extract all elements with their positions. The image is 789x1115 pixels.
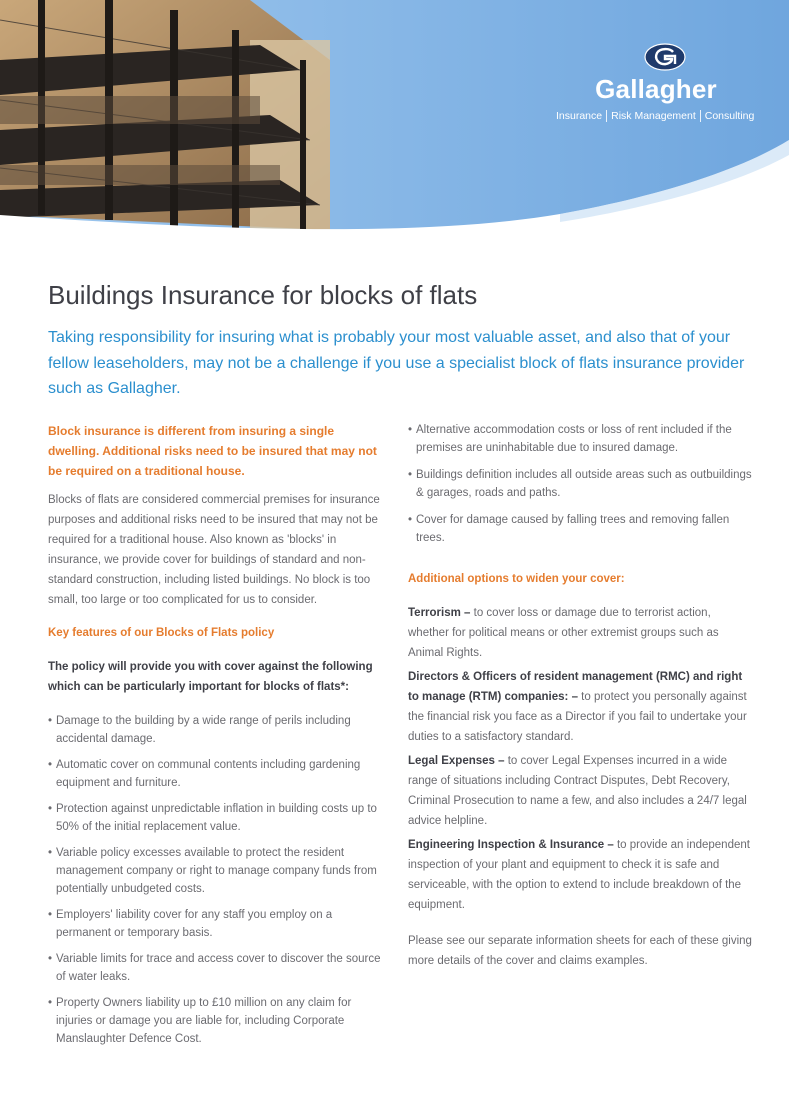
body-paragraph: Blocks of flats are considered commercial premises for insurance purposes and additional risks need to be insured that may not be required for a traditional house. Also known as 'blocks' in insurance, we provide cover for buildings of standard and non-standard construction, including listed buildings. No block is too small, too large or too complicated for us to consider. bbox=[48, 494, 380, 606]
option-terrorism bbox=[408, 603, 753, 663]
features-intro: The policy will provide you with cover against the following which can be particularly important for blocks of flats*: bbox=[48, 661, 373, 693]
list-item: • Employers' liability cover for any staff you employ on a permanent or temporary basis. bbox=[48, 906, 386, 942]
option-text: to cover Legal Expenses incurred in a wide range of situations including Contract Disputes, Debt Recovery, Criminal Prosecution to name a few, and also includes a 24/7 legal advice helpline. bbox=[408, 755, 747, 827]
features-list-continued bbox=[408, 421, 753, 547]
option-text: to cover loss or damage due to terrorist action, whether for political means or other extremist groups such as Animal Rights. bbox=[408, 607, 719, 659]
brand-taglines bbox=[556, 110, 758, 122]
tagline-insurance: Insurance bbox=[556, 110, 603, 122]
list-item: • Variable limits for trace and access cover to discover the source of water leaks. bbox=[48, 950, 386, 986]
list-item: • Buildings definition includes all outside areas such as outbuildings & garages, roads and paths. bbox=[408, 466, 753, 502]
option-text: to protect you personally against the financial risk you face as a Director if you fail to undertake your duties to a satisfactory standard. bbox=[408, 691, 747, 743]
tagline-risk-management: Risk Management bbox=[606, 110, 700, 122]
option-directors-officers bbox=[408, 667, 753, 747]
page-title: Buildings Insurance for blocks of flats bbox=[48, 280, 478, 310]
gallagher-g-globe-icon bbox=[643, 42, 687, 72]
option-title: Directors & Officers of resident management (RMC) and right to manage (RTM) companies: – bbox=[408, 671, 743, 703]
option-title: Legal Expenses – bbox=[408, 755, 505, 767]
list-item: • Automatic cover on communal contents including gardening equipment and furniture. bbox=[48, 756, 386, 792]
list-item: • Cover for damage caused by falling trees and removing fallen trees. bbox=[408, 511, 753, 547]
header-banner bbox=[0, 0, 789, 240]
option-engineering-inspection bbox=[408, 835, 753, 915]
list-item: • Property Owners liability up to £10 million on any claim for injuries or damage you are liable for, including Corporate Manslaughter Defence Cost. bbox=[48, 994, 386, 1048]
gallagher-logo bbox=[560, 42, 770, 105]
option-title: Engineering Inspection & Insurance – bbox=[408, 839, 614, 851]
option-legal-expenses bbox=[408, 751, 753, 831]
right-column bbox=[408, 421, 753, 971]
features-list bbox=[48, 712, 386, 1048]
left-column bbox=[48, 421, 386, 1056]
lead-paragraph: Block insurance is different from insuring a single dwelling. Additional risks need to be insured that may not be required on a traditional house. bbox=[48, 424, 377, 478]
list-item: • Protection against unpredictable inflation in building costs up to 50% of the initial replacement value. bbox=[48, 800, 386, 836]
tagline-consulting: Consulting bbox=[700, 110, 759, 122]
list-item: • Damage to the building by a wide range of perils including accidental damage. bbox=[48, 712, 386, 748]
brand-name: Gallagher bbox=[595, 74, 717, 104]
list-item: • Alternative accommodation costs or loss of rent included if the premises are uninhabitable due to insured damage. bbox=[408, 421, 753, 457]
options-heading: Additional options to widen your cover: bbox=[408, 573, 625, 585]
list-item: • Variable policy excesses available to protect the resident management company or right to manage company funds from potentially unbudgeted costs. bbox=[48, 844, 386, 898]
features-heading: Key features of our Blocks of Flats policy bbox=[48, 627, 275, 639]
option-text: to provide an independent inspection of your plant and equipment to check it is safe and serviceable, with the option to extend to include breakdown of the equipment. bbox=[408, 839, 750, 911]
option-title: Terrorism – bbox=[408, 607, 471, 619]
closing-paragraph: Please see our separate information sheets for each of these giving more details of the cover and claims examples. bbox=[408, 935, 752, 967]
intro-paragraph: Taking responsibility for insuring what is probably your most valuable asset, and also that of your fellow leaseholders, may not be a challenge if you use a specialist block of flats insurance provider such as Gallagher. bbox=[48, 329, 745, 397]
